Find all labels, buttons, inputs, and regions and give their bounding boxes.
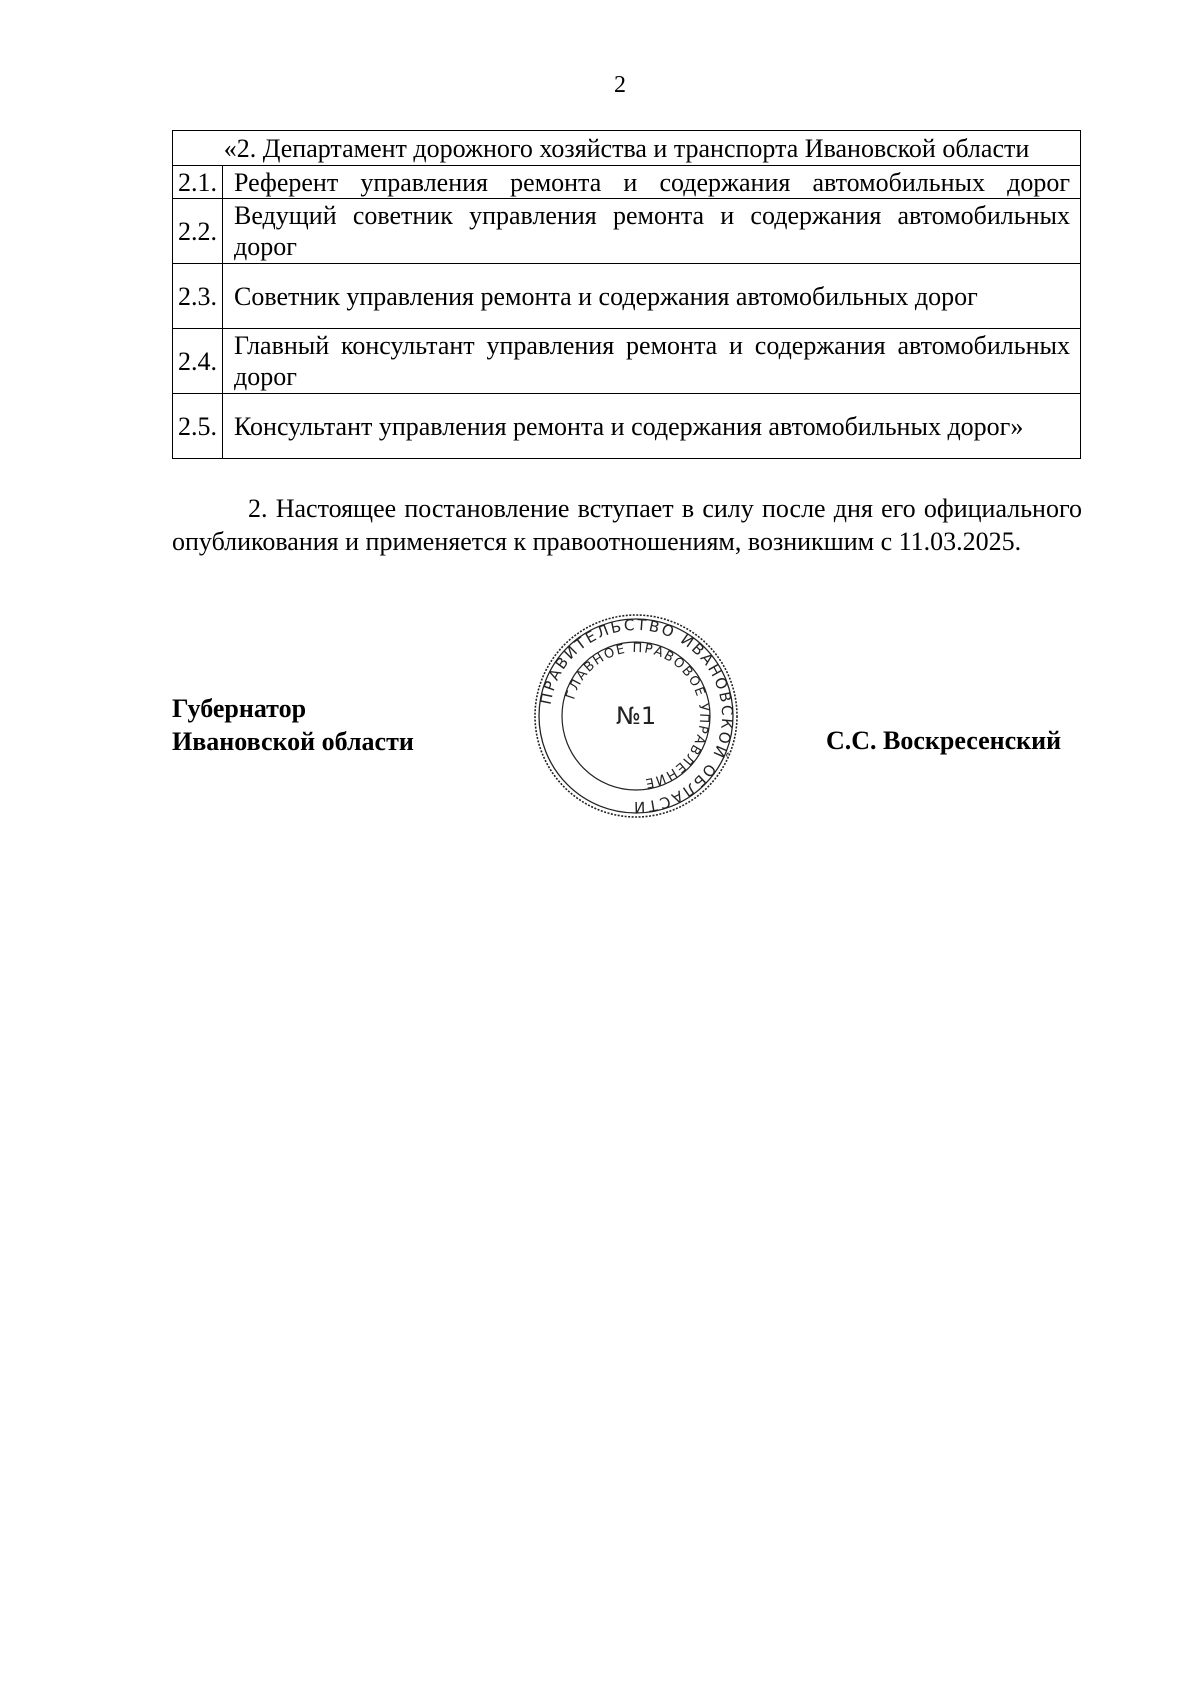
table-row xyxy=(173,199,1081,264)
signer-position xyxy=(172,692,414,758)
table-row xyxy=(173,394,1081,459)
page-number: 2 xyxy=(614,72,626,98)
row-number: 2.1. xyxy=(173,166,223,199)
signer-position-line1: Губернатор xyxy=(172,694,307,723)
row-text: Консультант управления ремонта и содержания автомобильных дорог» xyxy=(223,394,1081,459)
stamp-number: №1 xyxy=(615,702,657,730)
table-row xyxy=(173,166,1081,199)
row-number: 2.2. xyxy=(173,199,223,264)
row-text: Ведущий советник управления ремонта и содержания автомобильных дорог xyxy=(223,199,1081,264)
positions-table xyxy=(172,130,1081,459)
official-stamp xyxy=(532,612,740,820)
signer-name: С.С. Воскресенский xyxy=(826,726,1062,755)
table-header-row xyxy=(173,131,1081,166)
effective-date-paragraph: 2. Настоящее постановление вступает в силу после дня его официального опубликования и применяется к правоотношениям, возникшим с 11.03.2025. xyxy=(172,494,1082,556)
row-text: Советник управления ремонта и содержания автомобильных дорог xyxy=(223,264,1081,329)
row-number: 2.5. xyxy=(173,394,223,459)
stamp-inner-text: ГЛАВНОЕ ПРАВОВОЕ УПРАВЛЕНИЕ xyxy=(563,640,712,791)
table-row xyxy=(173,329,1081,394)
table-header-cell: «2. Департамент дорожного хозяйства и транспорта Ивановской области xyxy=(173,131,1081,166)
row-text: Референт управления ремонта и содержания автомобильных дорог xyxy=(223,166,1081,199)
stamp-ring-text: ПРАВИТЕЛЬСТВО ИВАНОВСКОЙ ОБЛАСТИ xyxy=(536,615,737,817)
table-row xyxy=(173,264,1081,329)
row-text: Главный консультант управления ремонта и содержания автомобильных дорог xyxy=(223,329,1081,394)
row-number: 2.4. xyxy=(173,329,223,394)
row-number: 2.3. xyxy=(173,264,223,329)
signer-position-line2: Ивановской области xyxy=(172,727,414,756)
